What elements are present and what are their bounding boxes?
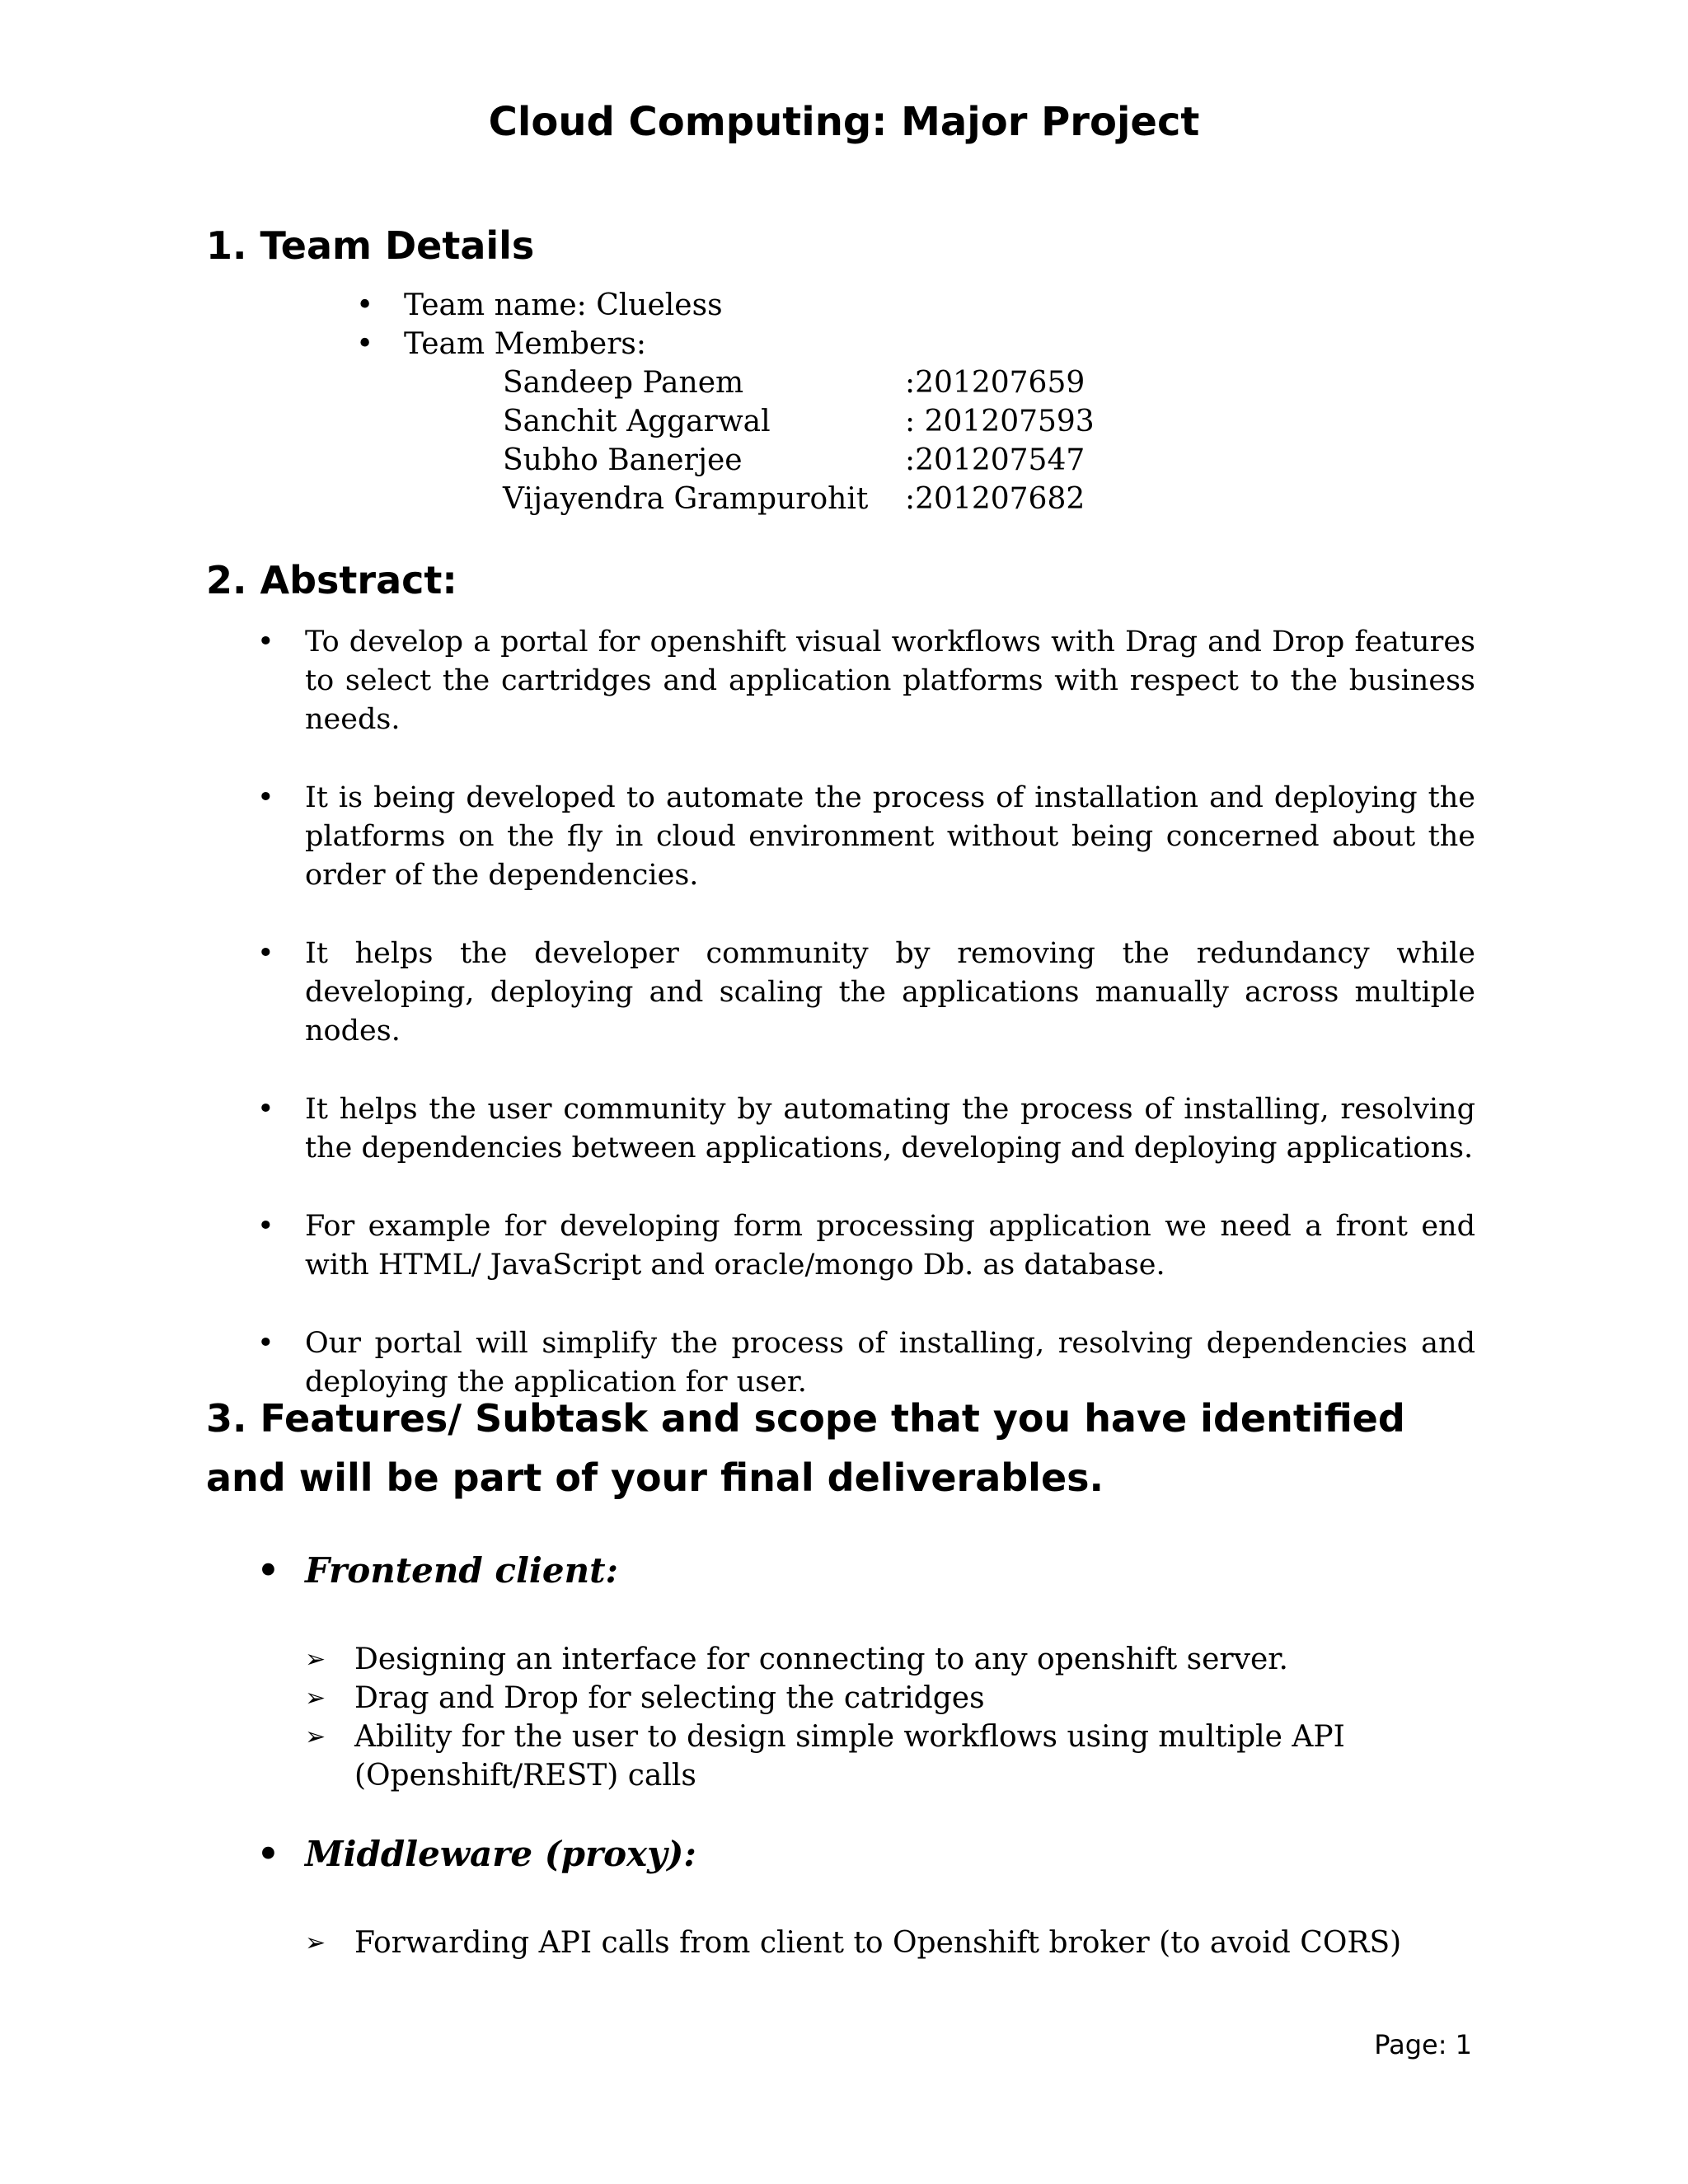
- bullet-icon: •: [257, 937, 274, 970]
- list-item: [356, 325, 723, 363]
- list-item: [257, 779, 1475, 895]
- team-details-heading: 1. Team Details: [206, 223, 535, 268]
- bullet-icon: •: [257, 1210, 274, 1243]
- frontend-items-list: [305, 1640, 1508, 1795]
- bullet-icon: •: [257, 1834, 279, 1874]
- list-item: [257, 1090, 1475, 1168]
- abstract-item: Our portal will simplify the process of installing, resolving dependencies and deploying the application for user.: [305, 1327, 1475, 1399]
- member-id: :201207682: [905, 482, 1085, 516]
- member-name: Vijayendra Grampurohit: [503, 482, 869, 516]
- arrow-bullet-icon: ➢: [305, 1684, 326, 1713]
- list-item: [257, 1207, 1475, 1285]
- bullet-icon: •: [257, 626, 274, 658]
- features-heading: 3. Features/ Subtask and scope that you have identified and will be part of your final deliverables.: [206, 1396, 1405, 1500]
- member-id: :201207547: [905, 443, 1085, 477]
- abstract-item: It helps the developer community by removing the redundancy while developing, deploying and scaling the applications manually across multiple nodes.: [305, 937, 1475, 1047]
- frontend-client-heading: [257, 1548, 619, 1594]
- bullet-icon: •: [257, 1327, 274, 1360]
- page-number: Page: 1: [1374, 2029, 1472, 2060]
- list-item: [356, 286, 723, 325]
- member-name: Subho Banerjee: [503, 443, 743, 477]
- list-item: [257, 935, 1475, 1051]
- frontend-item: Designing an interface for connecting to any openshift server.: [354, 1643, 1288, 1676]
- bullet-icon: •: [356, 327, 374, 361]
- middleware-item: Forwarding API calls from client to Openshift broker (to avoid CORS): [354, 1926, 1402, 1960]
- abstract-heading: 2. Abstract:: [206, 558, 457, 602]
- list-item: [305, 1924, 1508, 1962]
- member-id: :201207659: [905, 366, 1085, 400]
- arrow-bullet-icon: ➢: [305, 1722, 326, 1751]
- member-name: Sanchit Aggarwal: [503, 405, 771, 438]
- abstract-item: For example for developing form processing application we need a front end with HTML/ JavaScript and oracle/mongo Db. as database.: [305, 1210, 1475, 1282]
- frontend-item: Drag and Drop for selecting the catridges: [354, 1681, 985, 1715]
- list-item: [257, 623, 1475, 739]
- team-name: Team name: Clueless: [404, 288, 723, 322]
- document-title: Cloud Computing: Major Project: [488, 99, 1200, 145]
- abstract-item: It is being developed to automate the process of installation and deploying the platforms on the fly in cloud environment without being concerned about the order of the dependencies.: [305, 781, 1475, 892]
- bullet-icon: •: [257, 781, 274, 814]
- member-name: Sandeep Panem: [503, 366, 744, 400]
- list-item: [305, 1640, 1508, 1679]
- arrow-bullet-icon: ➢: [305, 1645, 326, 1674]
- list-item: [305, 1718, 1508, 1795]
- list-item: [305, 1679, 1508, 1718]
- bullet-icon: •: [257, 1550, 279, 1591]
- abstract-item: It helps the user community by automating the process of installing, resolving the dependencies between applications, developing and deploying applications.: [305, 1093, 1475, 1165]
- middleware-items-list: [305, 1924, 1508, 1962]
- bullet-icon: •: [356, 288, 374, 322]
- member-id: : 201207593: [905, 405, 1095, 438]
- middleware-heading: [257, 1831, 696, 1877]
- team-members-label: Team Members:: [404, 327, 647, 361]
- abstract-list: [257, 623, 1475, 1441]
- bullet-icon: •: [257, 1093, 274, 1126]
- middleware-label: Middleware (proxy):: [305, 1834, 696, 1874]
- abstract-item: To develop a portal for openshift visual workflows with Drag and Drop features to select the cartridges and application platforms with respect to the business needs.: [305, 626, 1475, 736]
- team-info-list: [356, 286, 723, 363]
- arrow-bullet-icon: ➢: [305, 1929, 326, 1957]
- frontend-client-label: Frontend client:: [305, 1550, 619, 1591]
- frontend-item: Ability for the user to design simple workflows using multiple API (Openshift/REST) calls: [354, 1720, 1345, 1793]
